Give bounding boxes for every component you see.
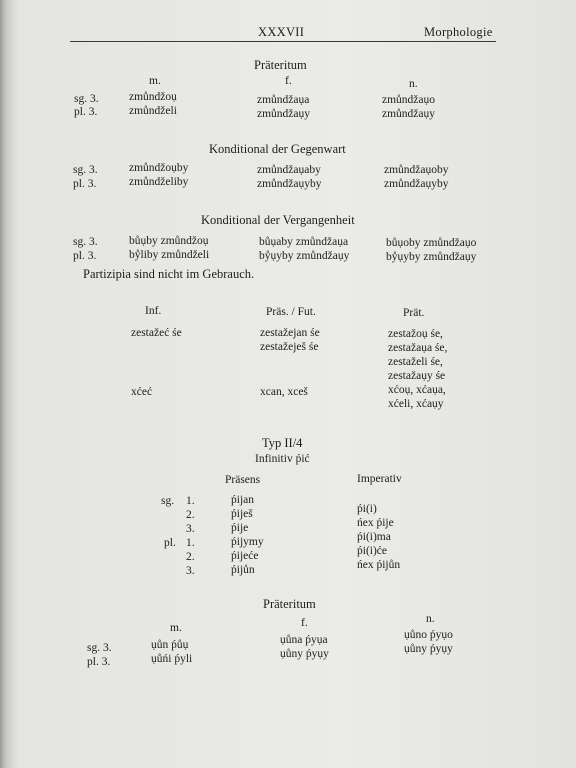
number-label: pl. [164, 537, 176, 549]
praesens-form: xcan, xceš [260, 386, 308, 398]
form-cell: bůụaby zmůndžaụa [259, 236, 349, 248]
person-label: 3. [186, 523, 195, 535]
section-title: Konditional der Gegenwart [209, 142, 346, 156]
praesens-form: ṕijůn [231, 564, 255, 576]
praesens-form: ṕiješ [231, 508, 253, 520]
person-label: 2. [186, 509, 195, 521]
row-label: pl. 3. [87, 656, 111, 668]
form-cell: zmůndžaụoby [384, 164, 449, 176]
column-head-m: m. [149, 75, 161, 87]
praesens-form: zestažeješ śe [260, 341, 319, 353]
imperativ-form: ṕi(i)će [357, 545, 388, 557]
form-cell: zmůndžaụaby [257, 164, 321, 176]
praeteritum-form: xćoụ, xćaụa, [388, 384, 446, 396]
number-label: sg. [161, 495, 175, 507]
form-cell: ụůn ṕůụ [151, 639, 189, 651]
form-cell: ụůny ṕyụy [280, 648, 329, 660]
form-cell: zmůndžaụo [382, 94, 436, 106]
imperativ-form: ṕi(i) [357, 503, 377, 515]
form-cell: ụůna ṕyụa [280, 634, 328, 646]
row-label: sg. 3. [87, 642, 112, 654]
column-head-f: f. [301, 617, 308, 629]
row-label: pl. 3. [73, 250, 97, 262]
form-cell: zmůndžoụby [129, 162, 189, 174]
column-head-inf: Inf. [145, 305, 162, 317]
praeteritum-form: zestaželi śe, [388, 356, 443, 368]
section-title: Präteritum [254, 58, 307, 72]
imperativ-form: ṕi(i)ma [357, 531, 391, 543]
row-label: sg. 3. [73, 236, 98, 248]
column-head-f: f. [285, 75, 292, 87]
form-cell: bůụoby zmůndžaụo [386, 237, 477, 249]
imperativ-form: ńex ṕije [357, 517, 394, 529]
infinitive-heading: Infinitiv ṕić [255, 453, 310, 465]
row-label: pl. 3. [73, 178, 97, 190]
section-title: Typ II/4 [262, 436, 303, 450]
form-cell: zmůndžaụyby [384, 178, 449, 190]
praesens-form: zestažejan śe [260, 327, 320, 339]
column-head-n: n. [426, 613, 435, 625]
form-cell: zmůndželi [129, 105, 177, 117]
form-cell: zmůndžaụyby [257, 178, 322, 190]
row-label: sg. 3. [73, 164, 98, 176]
form-cell: bẙliby zmůndželi [129, 249, 210, 261]
form-cell: ụůńi ṕyli [151, 653, 193, 665]
praesens-form: ṕijymy [231, 536, 264, 548]
row-label: sg. 3. [74, 93, 99, 105]
column-head-imperativ: Imperativ [357, 473, 402, 485]
praesens-form: ṕije [231, 522, 249, 534]
page-number: XXXVII [258, 25, 305, 39]
form-cell: bẙụyby zmůndžaụy [259, 250, 350, 262]
imperativ-form: ńex ṕijůn [357, 559, 401, 571]
column-head-praesens-futur: Präs. / Fut. [266, 306, 316, 318]
form-cell: zmůndžaụy [257, 108, 311, 120]
praeteritum-form: zestažoụ śe, [388, 328, 443, 340]
column-head-n: n. [409, 78, 418, 90]
infinitive-form: xćeć [131, 386, 153, 398]
column-head-praesens: Präsens [225, 474, 261, 486]
column-head-m: m. [170, 622, 182, 634]
form-cell: zmůndžoụ [129, 91, 177, 103]
column-head-praeteritum: Prät. [403, 307, 425, 319]
praeteritum-form: zestažaụa śe, [388, 342, 448, 354]
row-label: pl. 3. [74, 106, 98, 118]
person-label: 3. [186, 565, 195, 577]
praeteritum-form: xćeli, xćaụy [388, 398, 444, 410]
running-title: Morphologie [424, 25, 493, 39]
form-cell: zmůndželiby [129, 176, 189, 188]
section-title: Konditional der Vergangenheit [201, 213, 355, 227]
header-rule [70, 41, 496, 42]
person-label: 1. [186, 495, 195, 507]
form-cell: zmůndžaụy [382, 108, 436, 120]
praesens-form: ṕijeće [231, 550, 259, 562]
person-label: 2. [186, 551, 195, 563]
form-cell: zmůndžaụa [257, 94, 310, 106]
praeteritum-form: zestažaụy śe [388, 370, 446, 382]
infinitive-form: zestažeć śe [131, 327, 182, 339]
form-cell: bůụby zmůndžoụ [129, 235, 209, 247]
praesens-form: ṕijan [231, 494, 254, 506]
partizipia-note: Partizipia sind nicht im Gebrauch. [83, 267, 255, 281]
form-cell: bẙụyby zmůndžaụy [386, 251, 477, 263]
form-cell: ụůny ṕyụy [404, 643, 453, 655]
form-cell: ụůno ṕyụo [404, 629, 453, 641]
section-title: Präteritum [263, 597, 316, 611]
person-label: 1. [186, 537, 195, 549]
